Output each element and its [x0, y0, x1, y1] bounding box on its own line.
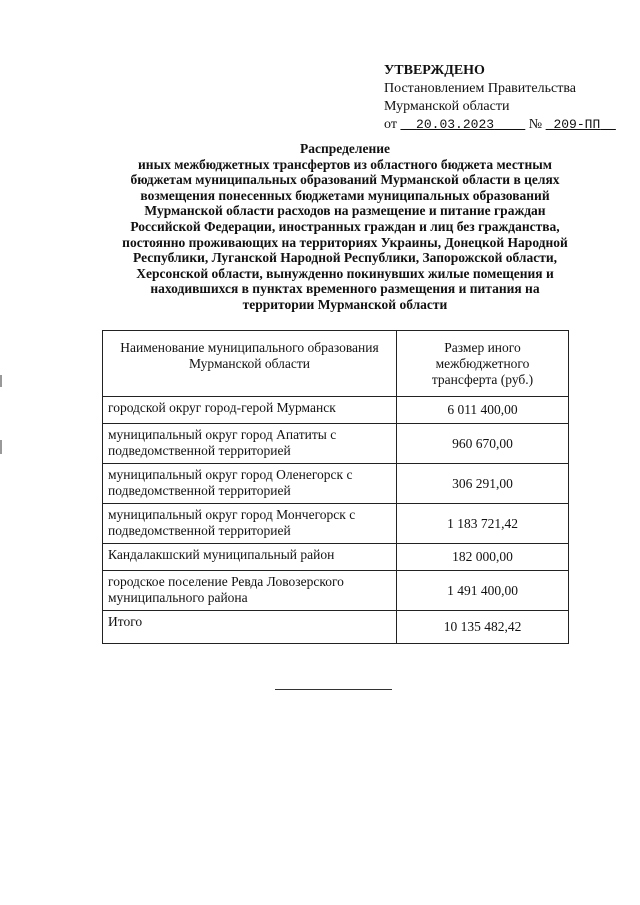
date-prefix: от [384, 117, 397, 132]
title-line: Республики, Луганской Народной Республики, Запорожской области, [133, 250, 557, 266]
approval-line-1: Постановлением Правительства [384, 81, 576, 96]
title-line: территории Мурманской области [242, 296, 448, 312]
table-row [103, 424, 569, 464]
title-line: находившихся в пунктах временного размещения и питания на [150, 281, 540, 297]
approval-date-line [384, 116, 616, 134]
title-line: иных межбюджетных трансфертов из областного бюджета местным [138, 156, 552, 172]
table-header-row [103, 331, 569, 397]
transfer-amount: 6 011 400,00 [397, 397, 569, 424]
title-line: Распределение [299, 141, 391, 156]
municipality-name: муниципальный округ город Мончегорск с подведомственной территорией [103, 504, 397, 544]
title-line: возмещения понесенных бюджетами муниципальных образований [140, 187, 550, 203]
title-line: бюджетам муниципальных образований Мурманской области в целях [130, 172, 560, 188]
municipality-name: городской округ город-герой Мурманск [103, 397, 397, 424]
municipality-name: муниципальный округ город Апатиты с подведомственной территорией [103, 424, 397, 464]
total-amount: 10 135 482,42 [397, 611, 569, 644]
document-title [90, 141, 600, 313]
total-label: Итого [103, 611, 397, 644]
table-row [103, 544, 569, 571]
closing-rule [275, 689, 392, 690]
approval-number: 209-ПП [553, 117, 601, 132]
municipality-name: городское поселение Ревда Ловозерского муниципального района [103, 571, 397, 611]
total-row [103, 611, 569, 644]
title-line: постоянно проживающих на территориях Украины, Донецкой Народной [122, 234, 568, 250]
title-line: Российской Федерации, иностранных граждан и лиц без гражданства, [130, 218, 560, 234]
approval-line-2: Мурманской области [384, 99, 510, 114]
approval-heading: УТВЕРЖДЕНО [384, 63, 485, 78]
approval-date: 20.03.2023 [416, 117, 495, 132]
transfer-amount: 1 183 721,42 [397, 504, 569, 544]
header-amount: Размер иного межбюджетного трансферта (руб.) [397, 331, 569, 397]
header-municipality: Наименование муниципального образования Мурманской области [103, 331, 397, 397]
transfer-amount: 1 491 400,00 [397, 571, 569, 611]
municipality-name: муниципальный округ город Оленегорск с подведомственной территорией [103, 464, 397, 504]
transfer-amount: 306 291,00 [397, 464, 569, 504]
transfers-table [102, 330, 569, 644]
transfer-amount: 182 000,00 [397, 544, 569, 571]
transfer-amount: 960 670,00 [397, 424, 569, 464]
number-prefix: № [528, 117, 543, 132]
municipality-name: Кандалакшский муниципальный район [103, 544, 397, 571]
title-line: Херсонской области, вынужденно покинувших жилые помещения и [136, 265, 554, 281]
table-row [103, 397, 569, 424]
table-row [103, 504, 569, 544]
scan-edge-mark [0, 375, 2, 387]
approval-block [384, 62, 616, 134]
table-row [103, 464, 569, 504]
scan-edge-mark [0, 440, 2, 454]
table-row [103, 571, 569, 611]
title-line: Мурманской области расходов на размещение и питание граждан [144, 203, 546, 219]
